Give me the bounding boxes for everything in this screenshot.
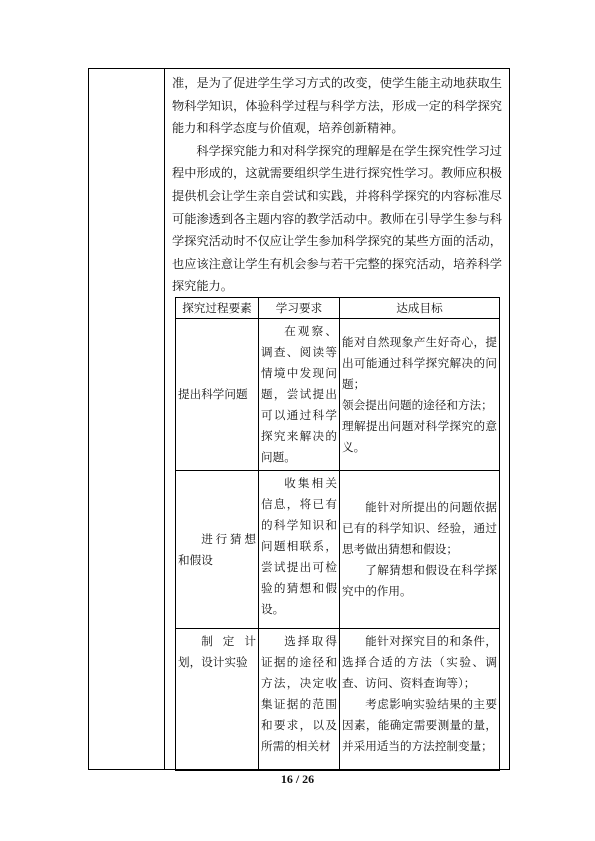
row-requirement: 在观察、调查、阅读等情境中发现问题，尝试提出可以通过科学探究来解决的问题。 xyxy=(259,319,340,471)
row-requirement: 收集相关信息，将已有的科学知识和问题相联系，尝试提出可检验的猜想和假设。 xyxy=(259,471,340,629)
row-element: 提出科学问题 xyxy=(176,319,259,471)
goal-item: 能针对所提出的问题依据已有的科学知识、经验，通过思考做出猜想和假设； xyxy=(342,500,497,556)
goal-item: 了解猜想和假设在科学探究中的作用。 xyxy=(342,563,497,598)
table-row xyxy=(176,629,500,771)
row-element: 进行猜想和假设 xyxy=(176,471,259,629)
row-requirement: 选择取得证据的途径和方法，决定收集证据的范围和要求，以及所需的相关材 xyxy=(259,629,340,771)
row-goals xyxy=(340,319,500,471)
header-requirement: 学习要求 xyxy=(259,298,340,319)
table-row xyxy=(176,319,500,471)
row-element: 制定计划，设计实验 xyxy=(176,629,259,771)
paragraph-inquiry-ability: 科学探究能力和对科学探究的理解是在学生探究性学习过程中形成的，这就需要组织学生进行探究性学习。教师应积极提供机会让学生亲自尝试和实践，并将科学探究的内容标准尽可能渗透到各主题内容的教学活动中。教师在引导学生参与科学探究活动时不仅应让学生参加科学探究的某些方面的活动，也应该注意让学生有机会参与若干完整的探究活动，培养科学探究能力。 xyxy=(172,143,502,294)
row-goals xyxy=(340,471,500,629)
row-goals xyxy=(340,629,500,771)
paragraph-continuation: 准，是为了促进学生学习方式的改变，使学生能主动地获取生物科学知识，体验科学过程与科学方法，形成一定的科学探究能力和科学态度与价值观，培养创新精神。 xyxy=(172,76,502,136)
table-row xyxy=(176,471,500,629)
header-goals: 达成目标 xyxy=(340,298,500,319)
page-number: 16 / 26 xyxy=(280,772,315,786)
body-text xyxy=(172,72,502,298)
frame-column-divider xyxy=(164,68,165,770)
table-header-row xyxy=(176,298,500,319)
goal-item: 能对自然现象产生好奇心，提出可能通过科学探究解决的问题； xyxy=(342,334,497,391)
header-element: 探究过程要素 xyxy=(176,298,259,319)
goal-item: 领会提出问题的途径和方法； xyxy=(342,397,493,412)
goal-item: 能针对探究目的和条件，选择合适的方法（实验、调查、访问、资料查询等）； xyxy=(342,634,497,690)
goal-item: 理解提出问题对科学探究的意义。 xyxy=(342,418,497,454)
inquiry-requirements-table xyxy=(175,297,500,771)
goal-item: 考虑影响实验结果的主要因素，能确定需要测量的量，并采用适当的方法控制变量； xyxy=(342,697,497,753)
